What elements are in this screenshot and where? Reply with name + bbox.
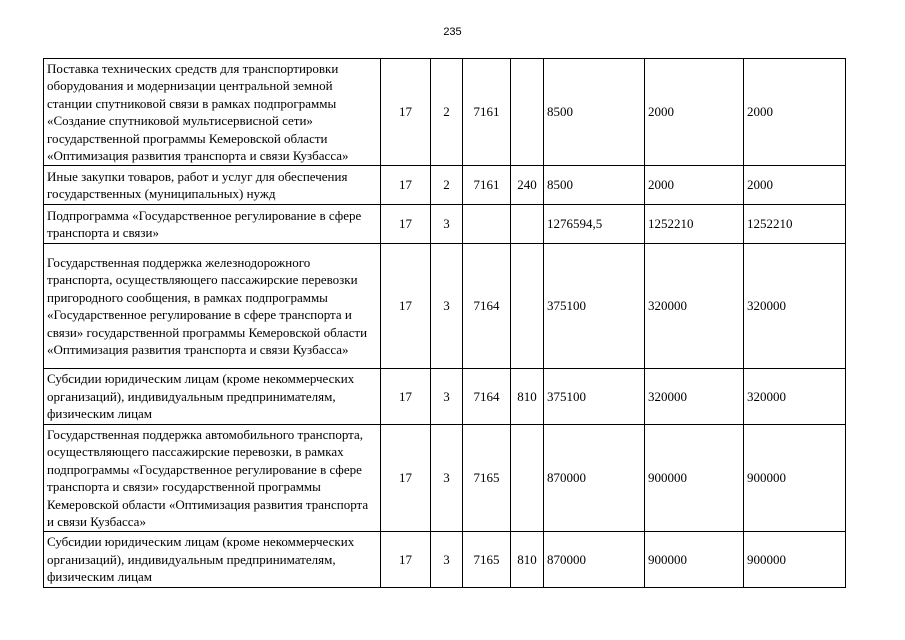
direction-code: 7165 [463, 532, 511, 588]
direction-code: 7161 [463, 166, 511, 205]
amount-1: 870000 [544, 532, 645, 588]
table-row [44, 244, 846, 369]
amount-3: 320000 [744, 244, 846, 369]
subprogram-code: 2 [431, 166, 463, 205]
row-name: Иные закупки товаров, работ и услуг для обеспечения государственных (муниципальных) нужд [44, 166, 381, 205]
direction-code: 7164 [463, 369, 511, 425]
amount-2: 320000 [645, 244, 744, 369]
expense-type-code [511, 244, 544, 369]
amount-2: 900000 [645, 532, 744, 588]
amount-3: 2000 [744, 166, 846, 205]
row-name: Государственная поддержка автомобильного транспорта, осуществляющего пассажирские перевозки, в рамках подпрограммы «Государственное регулирование в сфере транспорта и связи» государственной программы Кемеровской области «Оптимизация развития транспорта и связи Кузбасса» [44, 425, 381, 532]
budget-table [43, 58, 846, 588]
subprogram-code: 3 [431, 532, 463, 588]
row-name: Государственная поддержка железнодорожного транспорта, осуществляющего пассажирские перевозки пригородного сообщения, в рамках подпрограммы «Государственное регулирование в сфере транспорта и связи» государственной программы Кемеровской области «Оптимизация развития транспорта и связи Кузбасса» [44, 244, 381, 369]
amount-1: 375100 [544, 244, 645, 369]
amount-3: 2000 [744, 59, 846, 166]
expense-type-code [511, 59, 544, 166]
expense-type-code: 810 [511, 532, 544, 588]
subprogram-code: 2 [431, 59, 463, 166]
program-code: 17 [381, 59, 431, 166]
amount-1: 8500 [544, 59, 645, 166]
amount-3: 900000 [744, 532, 846, 588]
program-code: 17 [381, 532, 431, 588]
row-name: Субсидии юридическим лицам (кроме некоммерческих организаций), индивидуальным предпринимателям, физическим лицам [44, 532, 381, 588]
program-code: 17 [381, 166, 431, 205]
direction-code [463, 205, 511, 244]
table-row [44, 425, 846, 532]
subprogram-code: 3 [431, 425, 463, 532]
amount-2: 1252210 [645, 205, 744, 244]
table-row [44, 166, 846, 205]
table-row [44, 59, 846, 166]
row-name: Подпрограмма «Государственное регулирование в сфере транспорта и связи» [44, 205, 381, 244]
amount-3: 1252210 [744, 205, 846, 244]
amount-1: 1276594,5 [544, 205, 645, 244]
direction-code: 7165 [463, 425, 511, 532]
amount-2: 900000 [645, 425, 744, 532]
direction-code: 7164 [463, 244, 511, 369]
program-code: 17 [381, 425, 431, 532]
amount-1: 8500 [544, 166, 645, 205]
table-row [44, 532, 846, 588]
amount-3: 900000 [744, 425, 846, 532]
expense-type-code: 240 [511, 166, 544, 205]
row-name: Поставка технических средств для транспортировки оборудования и модернизации центральной земной станции спутниковой связи в рамках подпрограммы «Создание спутниковой мультисервисной сети» государственной программы Кемеровской области «Оптимизация развития транспорта и связи Кузбасса» [44, 59, 381, 166]
expense-type-code [511, 425, 544, 532]
program-code: 17 [381, 244, 431, 369]
amount-2: 320000 [645, 369, 744, 425]
amount-1: 870000 [544, 425, 645, 532]
direction-code: 7161 [463, 59, 511, 166]
table-row [44, 205, 846, 244]
row-name: Субсидии юридическим лицам (кроме некоммерческих организаций), индивидуальным предпринимателям, физическим лицам [44, 369, 381, 425]
amount-3: 320000 [744, 369, 846, 425]
program-code: 17 [381, 369, 431, 425]
subprogram-code: 3 [431, 205, 463, 244]
page-number: 235 [443, 26, 462, 38]
amount-2: 2000 [645, 59, 744, 166]
amount-1: 375100 [544, 369, 645, 425]
table-row [44, 369, 846, 425]
subprogram-code: 3 [431, 369, 463, 425]
amount-2: 2000 [645, 166, 744, 205]
program-code: 17 [381, 205, 431, 244]
expense-type-code: 810 [511, 369, 544, 425]
expense-type-code [511, 205, 544, 244]
subprogram-code: 3 [431, 244, 463, 369]
